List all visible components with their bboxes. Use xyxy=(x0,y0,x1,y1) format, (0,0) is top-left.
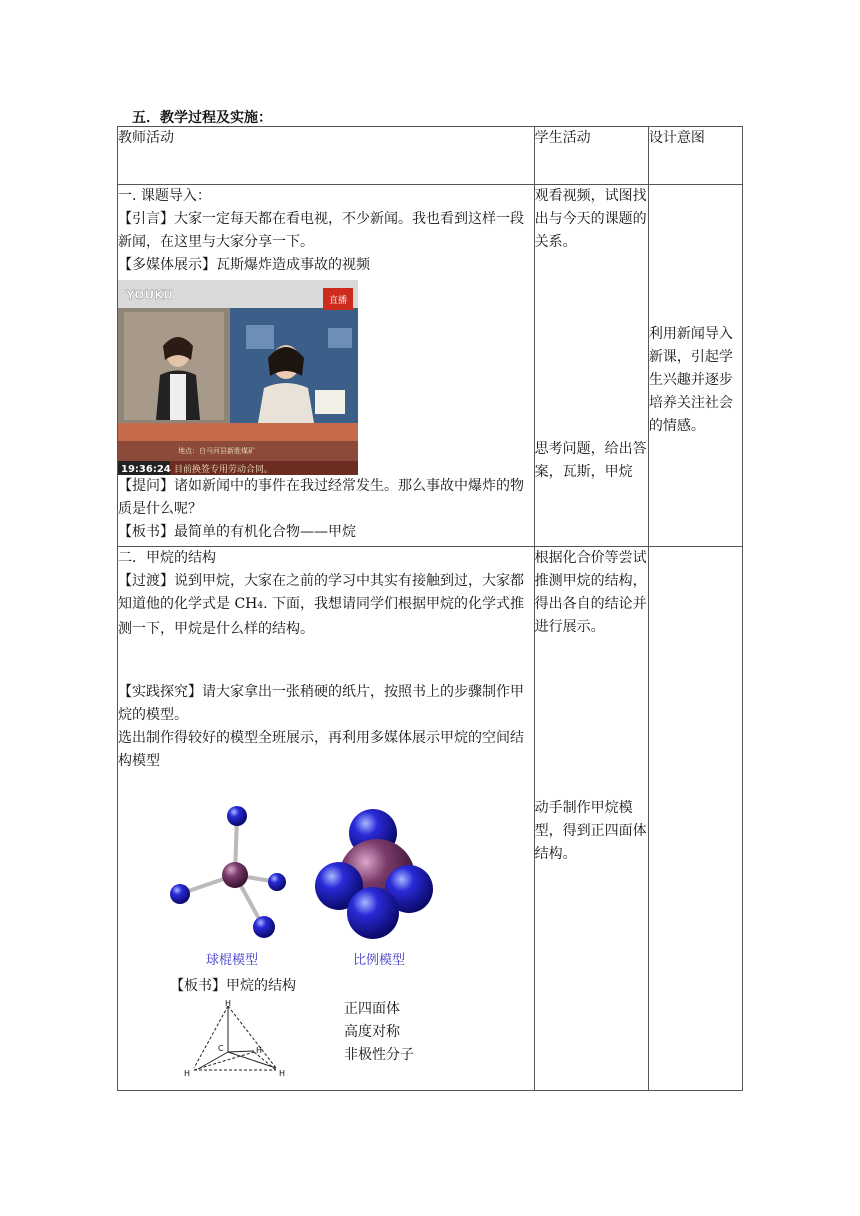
show-text: 选出制作得较好的模型全班展示，再利用多媒体展示甲烷的空间结构模型 xyxy=(118,730,524,769)
methane-structure xyxy=(118,998,534,1088)
video-ticker: 目前换签专用劳动合同。 xyxy=(174,465,274,475)
question-text: 【提问】诸如新闻中的事件在我过经常发生。那么事故中爆炸的物质是什么呢？ xyxy=(118,478,524,517)
atom-h-right-inner: H xyxy=(256,1046,263,1055)
atom-h-right: H xyxy=(279,1069,286,1078)
ball-and-stick-model xyxy=(170,806,286,938)
space-filling-caption: 比例模型 xyxy=(353,953,406,968)
formula-subscript: 4 xyxy=(257,601,264,611)
video-logo: YOUKU xyxy=(126,288,174,302)
table-row xyxy=(118,547,743,1091)
structure-title: 二．甲烷的结构 xyxy=(118,550,216,566)
media-text: 【多媒体展示】瓦斯爆炸造成事故的视频 xyxy=(118,257,370,273)
student-activity-3: 根据化合价等尝试推测甲烷的结构，得出各自的结论并进行展示。 xyxy=(534,550,647,635)
header-design-intent: 设计意图 xyxy=(648,127,742,185)
design-cell-intro xyxy=(648,185,742,547)
structure-properties xyxy=(344,998,414,1067)
practice-text: 【实践探究】请大家拿出一张稍硬的纸片，按照书上的步骤制作甲烷的模型。 xyxy=(118,684,524,723)
section-heading: 五．教学过程及实施： xyxy=(132,110,272,126)
methane-models-figure xyxy=(111,773,527,948)
video-timestamp: 19:36:24 xyxy=(121,464,171,475)
live-badge: 直播 xyxy=(328,296,348,306)
space-filling-model xyxy=(315,809,433,939)
property-tetrahedron: 正四面体 xyxy=(344,1001,400,1017)
transition-text-a: 【过渡】说到甲烷，大家在之前的学习中其实有接触到过，大家都知道他的化学式是 CH xyxy=(118,573,524,612)
design-intent-1: 利用新闻导入新课，引起学生兴趣并逐步培养关注社会的情感。 xyxy=(648,326,733,434)
property-nonpolar: 非极性分子 xyxy=(344,1047,414,1063)
intro-title: 一. 课题导入： xyxy=(118,188,211,204)
teaching-process-table xyxy=(117,126,743,1091)
methane-models xyxy=(118,773,534,973)
board-text-1: 【板书】最简单的有机化合物——甲烷 xyxy=(118,524,356,540)
transition-text xyxy=(118,570,534,641)
tetrahedron-diagram xyxy=(176,998,296,1088)
student-activity-1: 观看视频，试图找出与今天的课题的关系。 xyxy=(534,188,647,250)
header-student-activity: 学生活动 xyxy=(534,127,648,185)
transition-text-b: . 下面，我想请同学们根据甲烷的化学式推测一下，甲烷是什么样的结构。 xyxy=(118,596,525,637)
property-symmetry: 高度对称 xyxy=(344,1024,400,1040)
intro-text: 【引言】大家一定每天都在看电视，不少新闻。我也看到这样一段新闻，在这里与大家分享一下。 xyxy=(118,211,524,250)
video-location: 地点：白马河县新胜煤矿 xyxy=(178,447,255,455)
teacher-cell-structure xyxy=(118,547,535,1091)
design-cell-structure xyxy=(648,547,742,1091)
teacher-cell-intro xyxy=(118,185,535,547)
student-activity-2: 思考问题，给出答案，瓦斯，甲烷 xyxy=(534,441,647,480)
atom-h-left: H xyxy=(184,1069,191,1078)
student-cell-intro xyxy=(534,185,648,547)
header-teacher-activity: 教师活动 xyxy=(118,127,535,185)
board-text-2: 【板书】甲烷的结构 xyxy=(170,978,296,994)
news-video-image xyxy=(118,280,358,475)
news-video-screenshot xyxy=(118,280,358,475)
atom-h-top: H xyxy=(225,999,232,1008)
table-row xyxy=(118,185,743,547)
student-activity-4: 动手制作甲烷模型，得到正四面体结构。 xyxy=(534,800,647,862)
atom-c: C xyxy=(218,1044,224,1053)
table-header-row xyxy=(118,127,743,185)
ball-stick-caption: 球棍模型 xyxy=(206,953,259,968)
student-cell-structure xyxy=(534,547,648,1091)
